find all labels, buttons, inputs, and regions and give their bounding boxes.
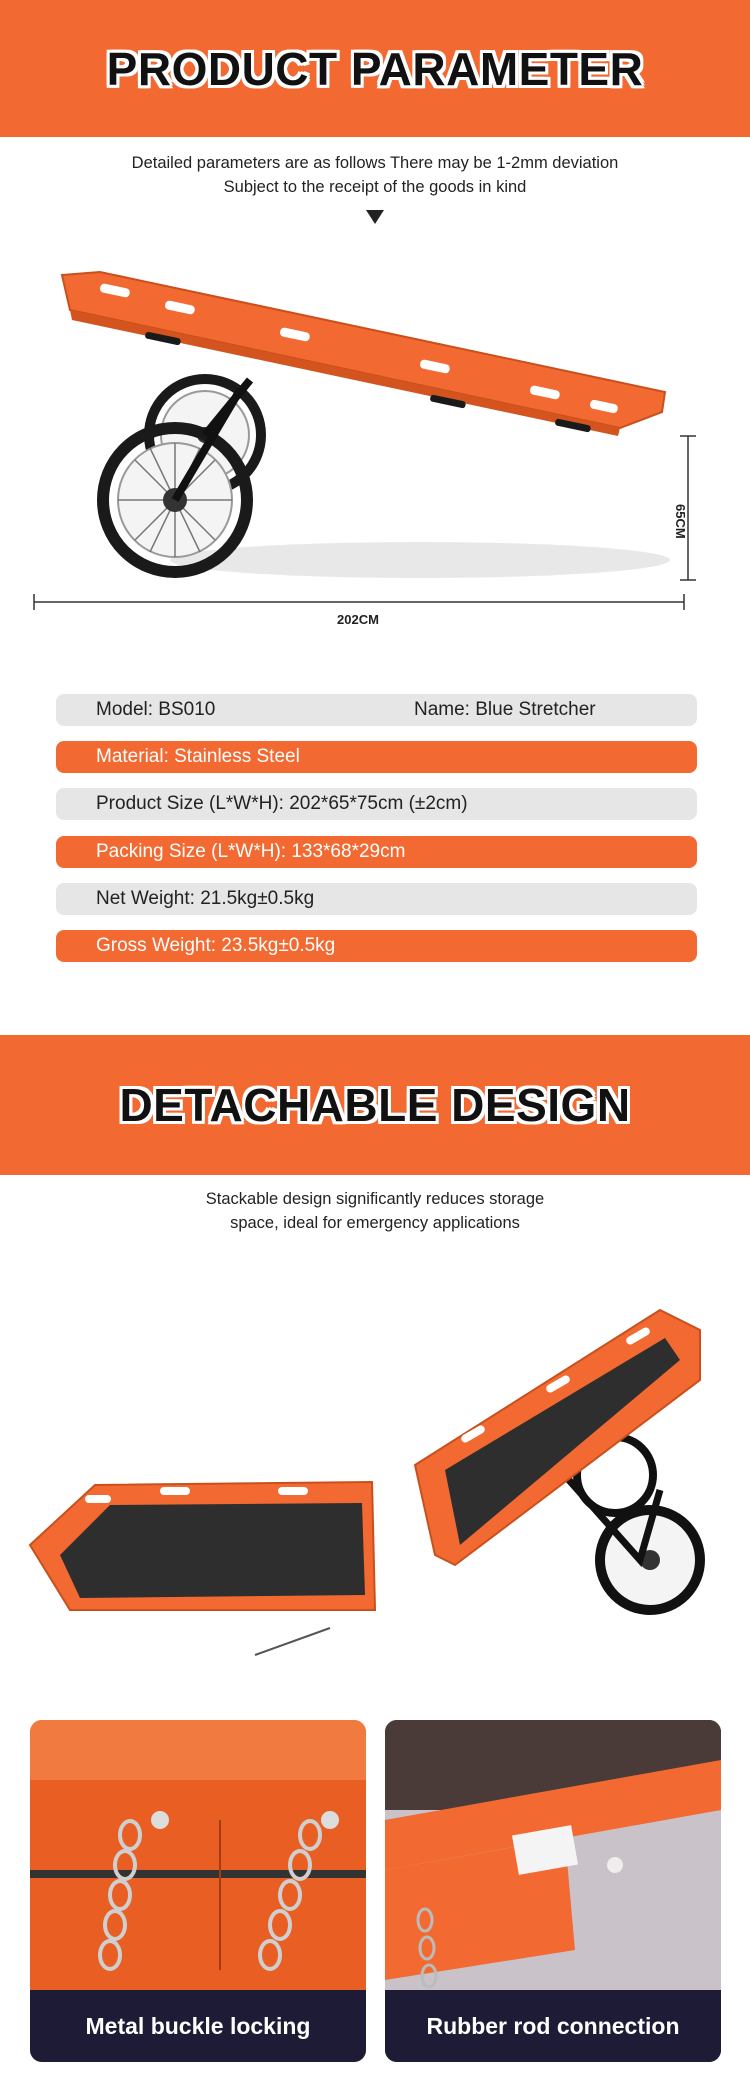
metal-buckle-caption: Metal buckle locking: [30, 1990, 366, 2062]
detachable-subtitle-line1: Stackable design significantly reduces storage: [205, 1190, 545, 1208]
param-row-material: [56, 741, 697, 773]
param-row-net-weight: [56, 883, 697, 915]
rubber-rod-caption: Rubber rod connection: [385, 1990, 721, 2062]
param-row-product-size: [56, 788, 697, 820]
down-triangle-icon: [366, 210, 384, 224]
detached-stretcher-illustration: [0, 1290, 750, 1660]
param-net-weight: Net Weight: 21.5kg±0.5kg: [96, 888, 315, 909]
detachable-design-banner: [0, 1035, 750, 1175]
metal-buckle-photo: [30, 1720, 366, 2062]
parameter-subtitle-line2: Subject to the receipt of the goods in kind: [223, 178, 527, 196]
detachable-subtitle: [0, 1187, 750, 1235]
product-parameter-banner: [0, 0, 750, 137]
detachable-subtitle-line2: space, ideal for emergency applications: [230, 1214, 520, 1232]
param-product-size: Product Size (L*W*H): 202*65*75cm (±2cm): [96, 793, 468, 814]
param-model: Model: BS010: [96, 699, 216, 720]
stretcher-dimension-illustration: [0, 250, 750, 650]
metal-buckle-illustration: [30, 1720, 366, 1990]
param-name: Name: Blue Stretcher: [414, 699, 596, 720]
param-row-packing-size: [56, 836, 697, 868]
parameter-subtitle-line1: Detailed parameters are as follows There may be 1-2mm deviation: [131, 154, 619, 172]
param-gross-weight: Gross Weight: 23.5kg±0.5kg: [96, 935, 336, 956]
left-stretcher-half: [30, 1482, 375, 1655]
product-parameter-title: PRODUCT PARAMETER: [106, 42, 644, 95]
detachable-design-title: DETACHABLE DESIGN: [119, 1079, 631, 1131]
param-row-model-name: [56, 694, 697, 726]
length-dimension-line: [34, 594, 684, 610]
rubber-rod-photo: [385, 1720, 721, 2062]
right-stretcher-half: [415, 1310, 700, 1610]
length-dimension-label: 202CM: [337, 612, 379, 627]
param-row-gross-weight: [56, 930, 697, 962]
parameter-subtitle: [0, 151, 750, 199]
param-packing-size: Packing Size (L*W*H): 133*68*29cm: [96, 841, 406, 862]
height-dimension-label: 65CM: [673, 504, 688, 539]
rubber-rod-illustration: [385, 1720, 721, 1990]
param-material: Material: Stainless Steel: [96, 746, 300, 767]
